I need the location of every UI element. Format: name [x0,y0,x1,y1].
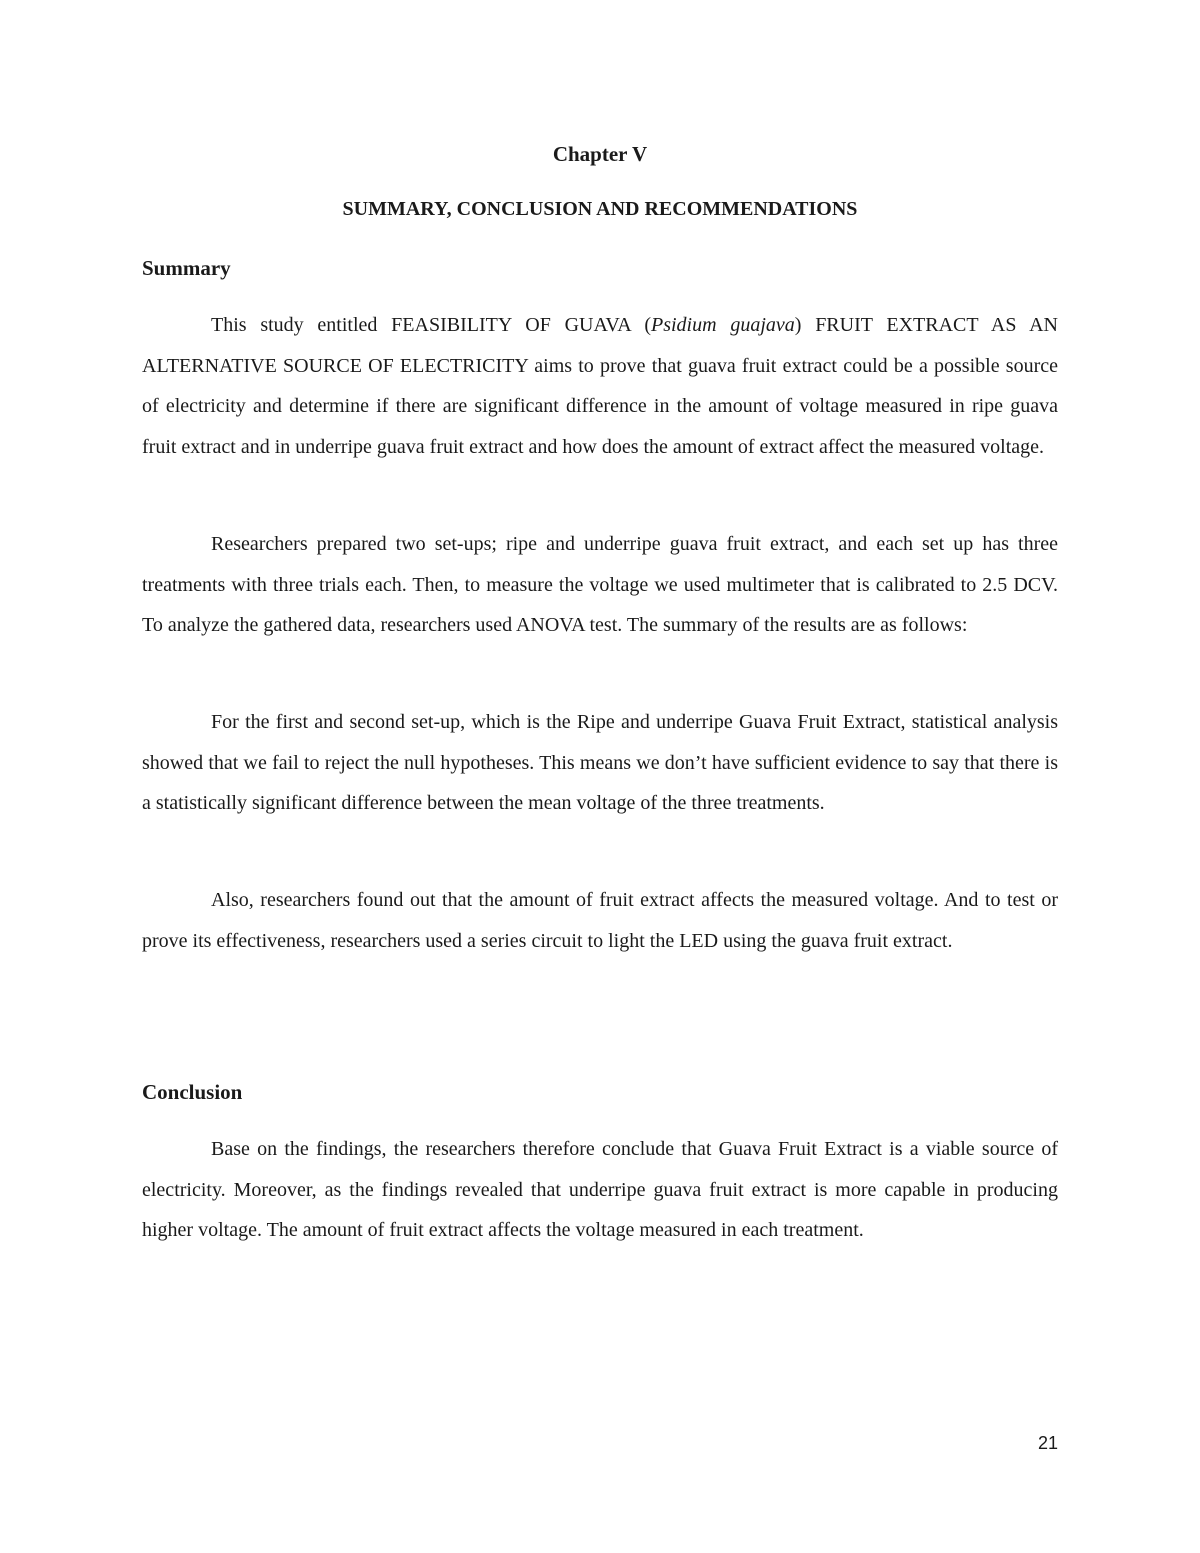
chapter-title: Chapter V [552,142,648,166]
page-number: 21 [1037,1433,1058,1453]
summary-paragraph-1-start: This study entitled FEASIBILITY OF GUAVA ( [211,314,651,336]
chapter-subtitle: SUMMARY, CONCLUSION AND RECOMMENDATIONS [342,198,858,220]
conclusion-heading: Conclusion [142,1080,243,1104]
scientific-name: Psidium guajava [651,314,795,336]
summary-paragraph-4: Also, researchers found out that the amount of fruit extract affects the measured voltage. And to test or prove its effectiveness, researchers used a series circuit to light the LED using the guava fruit extract. [142,889,1058,952]
summary-heading: Summary [142,256,231,280]
summary-paragraph-1 [142,305,1058,468]
summary-paragraph-3: For the first and second set-up, which is the Ripe and underripe Guava Fruit Extract, statistical analysis showed that we fail to reject the null hypotheses. This means we don’t have sufficient evidence to say that there is a statistically significant difference between the mean voltage of the three treatments. [142,711,1058,815]
conclusion-paragraph-1: Base on the findings, the researchers therefore conclude that Guava Fruit Extract is a viable source of electricity. Moreover, as the findings revealed that underripe guava fruit extract is more capable in producing higher voltage. The amount of fruit extract affects the voltage measured in each treatment. [142,1138,1058,1242]
summary-paragraph-2: Researchers prepared two set-ups; ripe and underripe guava fruit extract, and each set up has three treatments with three trials each. Then, to measure the voltage we used multimeter that is calibrated to 2.5 DCV. To analyze the gathered data, researchers used ANOVA test. The summary of the results are as follows: [142,533,1058,637]
summary-paragraph-1-end: ) FRUIT EXTRACT AS AN ALTERNATIVE SOURCE OF ELECTRICITY aims to prove that guava fruit extract could be a possible source of electricity and determine if there are significant difference in the amount of voltage measured in ripe guava fruit extract and in underripe guava fruit extract and how does the amount of extract affect the measured voltage. [142,314,1059,459]
